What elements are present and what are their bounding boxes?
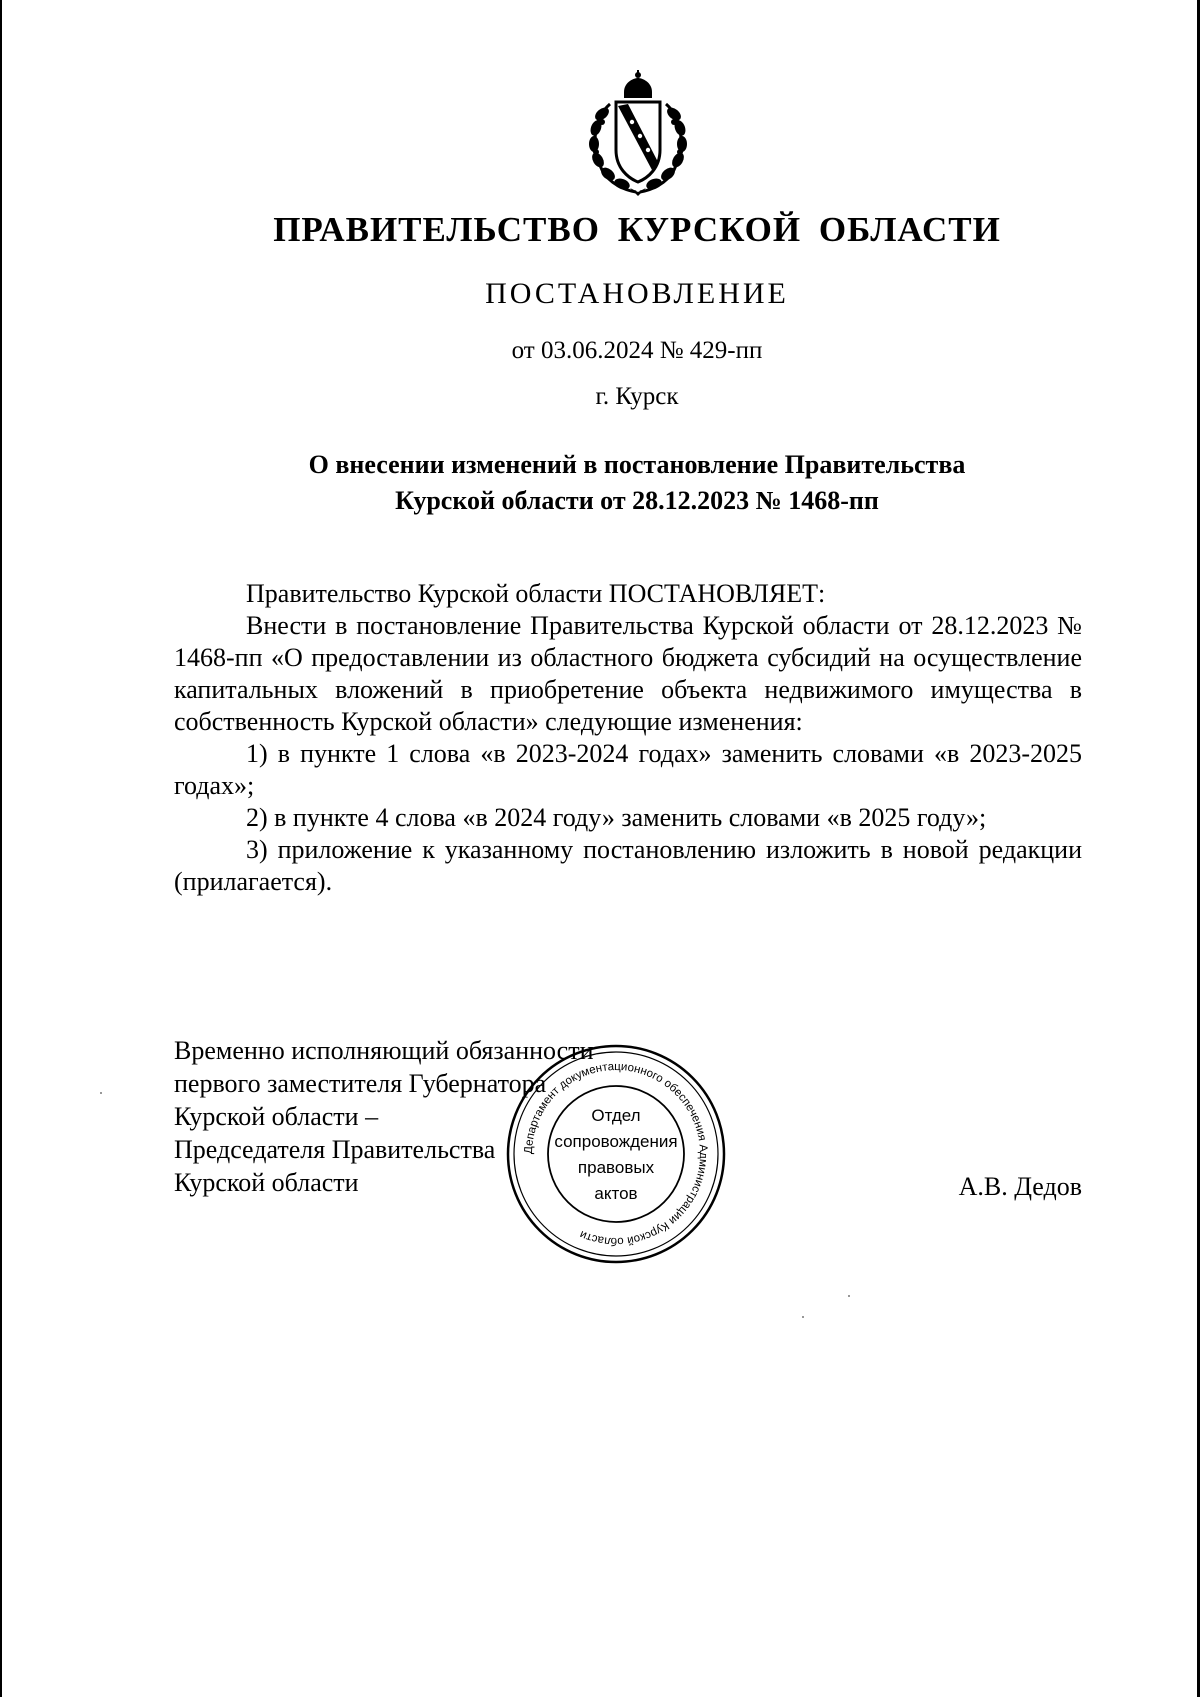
subject-line: О внесении изменений в постановление Правительства	[308, 450, 966, 479]
signature-position-line: Курской области –	[174, 1102, 379, 1131]
body-paragraph-main: Внести в постановление Правительства Курской области от 28.12.2023 № 1468-пп «О предоставлении из областного бюджета субсидий на осуществление капитальных вложений в приобретение объекта недвижимого имущества в собственность Курской области» следующие изменения:	[174, 611, 1082, 736]
scan-speck	[100, 1092, 102, 1094]
body-paragraph-preamble: Правительство Курской области ПОСТАНОВЛЯЕТ:	[246, 579, 826, 608]
body-paragraph-item-3: 3) приложение к указанному постановлению изложить в новой редакции (прилагается).	[174, 835, 1082, 896]
signature-position-line: Временно исполняющий обязанности	[174, 1036, 594, 1065]
subject-line: Курской области от 28.12.2023 № 1468-пп	[395, 486, 879, 515]
seal-center-line: сопровождения	[554, 1132, 678, 1151]
body-paragraph-item-1: 1) в пункте 1 слова «в 2023-2024 годах» заменить словами «в 2023-2025 годах»;	[174, 739, 1082, 800]
coat-of-arms-icon	[572, 70, 704, 198]
scan-edge-left	[0, 0, 2, 1697]
scan-speck	[802, 1316, 804, 1318]
seal-center-line: Отдел	[591, 1106, 641, 1125]
document-subject	[0, 447, 1200, 519]
document-date-number: от 03.06.2024 № 429-пп	[511, 337, 763, 364]
document-city: г. Курск	[595, 383, 679, 410]
document-type: ПОСТАНОВЛЕНИЕ	[485, 277, 789, 310]
seal-center-text	[540, 1103, 692, 1207]
signature-position-line: Курской области	[174, 1168, 359, 1197]
signer-name: А.В. Дедов	[958, 1172, 1082, 1201]
seal-center-line: правовых	[577, 1158, 655, 1177]
seal-center-line: актов	[594, 1184, 638, 1203]
signature-position-line: Председателя Правительства	[174, 1135, 496, 1164]
body-paragraph-item-2: 2) в пункте 4 слова «в 2024 году» заменить словами «в 2025 году»;	[246, 803, 987, 832]
seal-ring-text: Департамент документационного обеспечения Администрации Курской области	[522, 1060, 710, 1248]
signature-position-line: первого заместителя Губернатора	[174, 1069, 547, 1098]
organization-title: ПРАВИТЕЛЬСТВО КУРСКОЙ ОБЛАСТИ	[273, 210, 1001, 249]
scan-speck	[848, 1295, 850, 1297]
document-body	[174, 578, 1082, 898]
